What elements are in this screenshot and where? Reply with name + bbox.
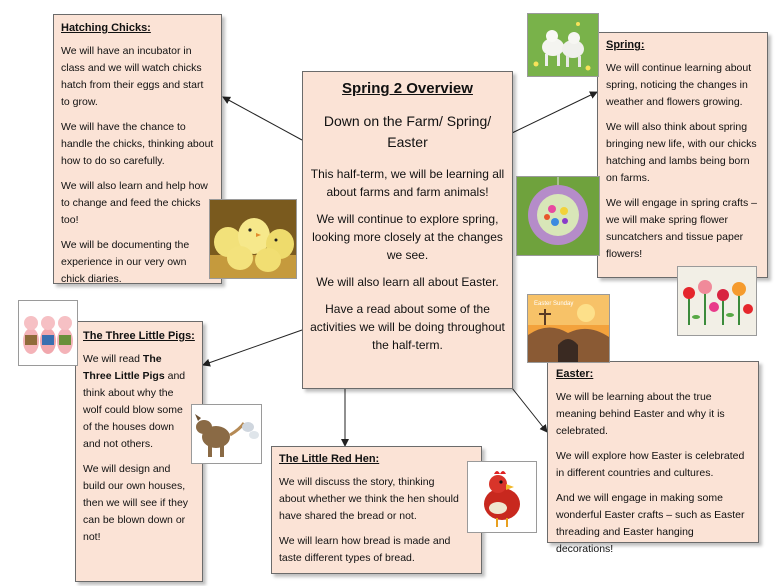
lambs-photo <box>527 13 599 77</box>
spring-paragraph: We will also think about spring bringing new life, with our chicks hatching and lambs being born on farms. <box>606 121 757 184</box>
overview-paragraph: Have a read about some of the activities we will be doing throughout the half-term. <box>310 302 505 352</box>
easter-tomb-picture <box>527 294 610 363</box>
pigs-paragraph-1: We will read The Three Little Pigs and think about why the wolf could blow some of the houses down and not others. <box>83 353 186 450</box>
hatching-paragraph: We will be documenting the experience in our very own chick diaries. <box>61 239 190 285</box>
overview-paragraph: We will continue to explore spring, looking more closely at the changes we see. <box>312 212 503 262</box>
overview-subtitle: Down on the Farm/ Spring/ Easter <box>323 113 492 150</box>
red-hen-picture <box>467 461 537 533</box>
hen-paragraph: We will discuss the story, thinking about whether we think the hen should have shared the bread or not. <box>279 476 459 522</box>
chicks-photo <box>209 199 297 279</box>
spring-heading: Spring: <box>606 39 645 51</box>
hen-paragraph: We will learn how bread is made and taste different types of bread. <box>279 535 451 564</box>
hatching-paragraph: We will also learn and help how to change and feed the chicks too! <box>61 180 208 226</box>
three-little-pigs-box <box>75 321 203 582</box>
easter-paragraph: And we will engage in making some wonderful Easter crafts – such as Easter threading and Easter hanging decorations! <box>556 492 745 555</box>
easter-paragraph: We will explore how Easter is celebrated in different countries and cultures. <box>556 450 745 479</box>
tissue-paper-flowers-photo <box>677 266 757 336</box>
little-red-hen-box <box>271 446 482 574</box>
arrow-to-easter <box>512 388 547 432</box>
spring-paragraph: We will continue learning about spring, noticing the changes in weather and flowers growing. <box>606 62 752 108</box>
hatching-paragraph: We will have an incubator in class and we will watch chicks hatch from their eggs and start to grow. <box>61 45 204 108</box>
overview-box <box>302 71 513 389</box>
flower-suncatcher-photo <box>516 176 600 256</box>
overview-paragraph: This half-term, we will be learning all about farms and farm animals! <box>310 167 505 199</box>
arrow-to-pigs <box>203 330 302 365</box>
pigs-paragraph-2: We will design and build our own houses, then we will see if they can be blown down or not! <box>83 463 189 543</box>
three-pigs-picture <box>18 300 78 366</box>
overview-paragraph: We will also learn all about Easter. <box>316 275 499 289</box>
easter-card-text: Easter Sunday <box>534 301 574 307</box>
easter-box <box>547 361 759 555</box>
pigs-book-title: The Three Little Pigs <box>83 353 165 382</box>
arrow-to-hatching <box>223 97 302 140</box>
pigs-heading: The Three Little Pigs: <box>83 330 195 342</box>
hen-heading: The Little Red Hen: <box>279 453 380 465</box>
wolf-blowing-picture <box>191 404 262 464</box>
spring-paragraph: We will engage in spring crafts – we will make spring flower suncatchers and tissue paper flowers! <box>606 197 757 260</box>
arrow-to-spring <box>512 92 597 133</box>
easter-paragraph: We will be learning about the true meaning behind Easter and why it is celebrated. <box>556 391 725 437</box>
spring-box <box>597 32 768 278</box>
hatching-chicks-heading: Hatching Chicks: <box>61 22 151 34</box>
overview-title: Spring 2 Overview <box>342 80 473 97</box>
hatching-paragraph: We will have the chance to handle the chicks, thinking about how to do so carefully. <box>61 121 214 167</box>
easter-heading: Easter: <box>556 368 594 380</box>
hatching-chicks-box <box>53 14 222 284</box>
